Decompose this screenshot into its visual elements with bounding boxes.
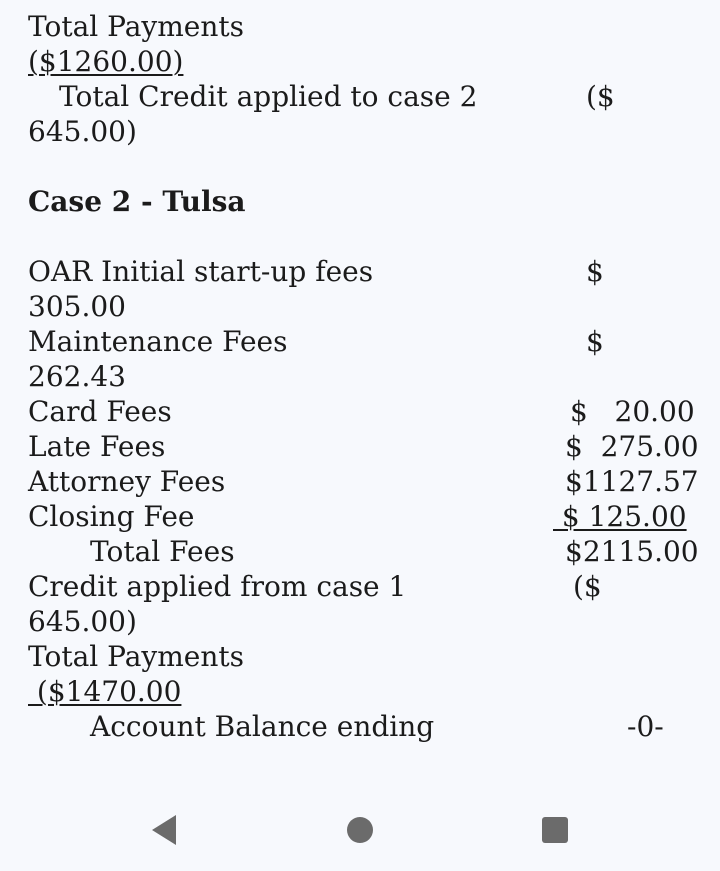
case2-total-fees-label: Total Fees	[90, 535, 235, 568]
case2-credit-value-end: 645.00)	[28, 605, 137, 638]
recents-button[interactable]	[525, 800, 585, 860]
case2-item-wrapped-value: 305.00	[28, 290, 126, 323]
back-button[interactable]	[134, 800, 194, 860]
case1-credit-label: Total Credit applied to case 2	[59, 80, 478, 113]
case2-item-label: Closing Fee	[28, 500, 195, 533]
clipped-total-fees-value	[572, 0, 720, 8]
case2-item-currency: $	[586, 255, 604, 288]
account-balance-value: -0-	[627, 710, 664, 743]
home-button[interactable]	[330, 800, 390, 860]
case2-item-value: $ 275.00	[565, 430, 699, 463]
case2-total-fees-value: $2115.00	[565, 535, 699, 568]
case1-total-payments-label: Total Payments	[28, 10, 245, 43]
case2-item-wrapped-value: 262.43	[28, 360, 126, 393]
case2-item-value: $ 20.00	[570, 395, 695, 428]
case2-total-payments-value: ($1470.00	[28, 675, 182, 708]
recents-square-icon	[541, 816, 569, 844]
case2-item-label: Late Fees	[28, 430, 166, 463]
case2-item-label: Attorney Fees	[28, 465, 226, 498]
case1-credit-value-end: 645.00)	[28, 115, 137, 148]
case1-total-payments-value: ($1260.00)	[28, 45, 184, 78]
case1-credit-value-start: ($	[586, 80, 615, 113]
android-navigation-bar	[0, 790, 720, 871]
case2-item-label: Card Fees	[28, 395, 172, 428]
clipped-total-fees-label	[120, 0, 300, 8]
account-balance-label: Account Balance ending	[90, 710, 435, 743]
case2-item-currency: $	[586, 325, 604, 358]
case2-item-value: $ 125.00	[553, 500, 687, 533]
case2-credit-label: Credit applied from case 1	[28, 570, 407, 603]
case2-item-value: $1127.57	[565, 465, 699, 498]
case2-item-label: OAR Initial start-up fees	[28, 255, 374, 288]
case2-total-payments-label: Total Payments	[28, 640, 245, 673]
back-triangle-icon	[149, 814, 179, 846]
home-circle-icon	[346, 816, 374, 844]
case2-item-label: Maintenance Fees	[28, 325, 288, 358]
case2-heading: Case 2 - Tulsa	[28, 185, 246, 218]
case2-credit-value-start: ($	[573, 570, 602, 603]
